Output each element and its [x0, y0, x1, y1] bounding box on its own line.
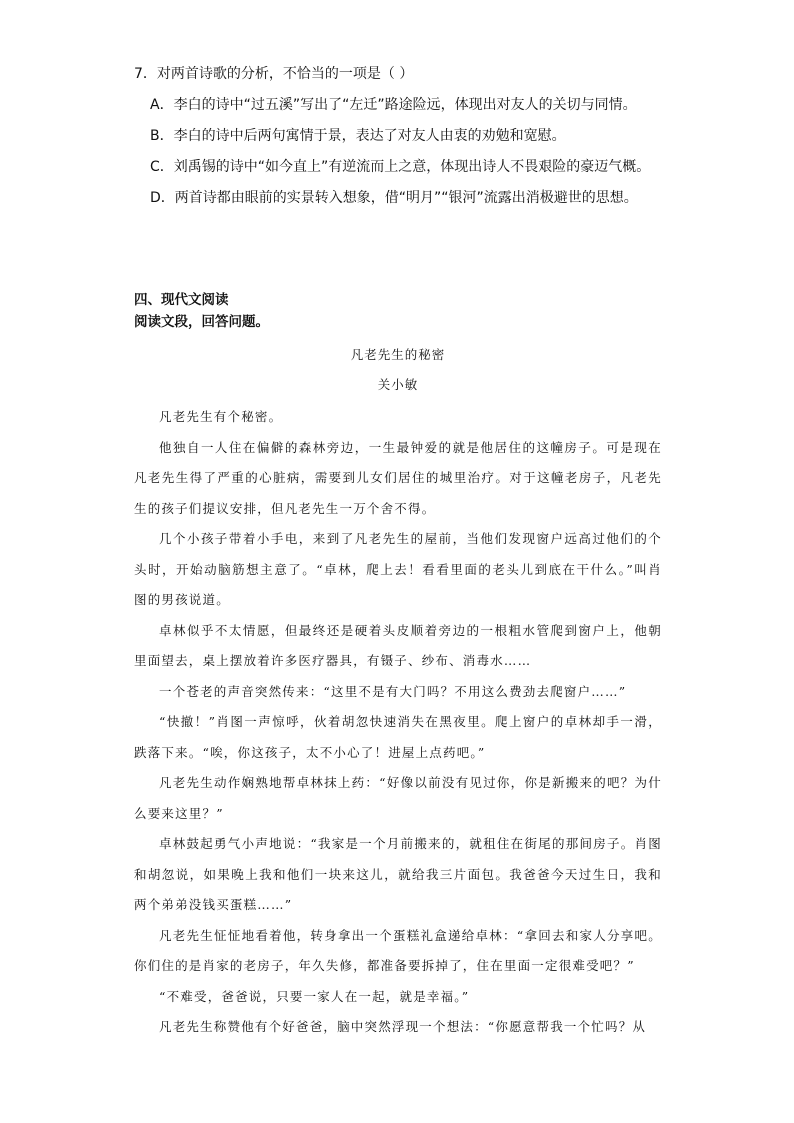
article-paragraph: “快撤！”肖图一声惊呼，伙着胡忽快速消失在黑夜里。爬上窗户的卓林却手一滑，跌落下来。“唉，你这孩子，太不小心了！进屋上点药吧。” — [134, 714, 662, 760]
question-7 — [134, 62, 694, 210]
option-b: B．李白的诗中后两句寓情于景，表达了对友人由衷的劝勉和宽慰。 — [150, 128, 566, 144]
article-paragraph: 凡老先生有个秘密。 — [159, 409, 283, 424]
reading-article — [134, 344, 662, 1043]
article-author: 关小敏 — [377, 377, 419, 392]
article-title: 凡老先生的秘密 — [350, 347, 446, 362]
article-paragraph: 凡老先生动作娴熟地帮卓林抹上药：“好像以前没有见过你，你是新搬来的吧？为什么要来这里？” — [134, 775, 662, 821]
option-c: C．刘禹锡的诗中“如今直上”有逆流而上之意，体现出诗人不畏艰险的豪迈气概。 — [150, 159, 651, 175]
article-paragraph: “不难受，爸爸说，只要一家人在一起，就是幸福。” — [159, 988, 470, 1004]
article-paragraph: 一个苍老的声音突然传来：“这里不是有大门吗？不用这么费劲去爬窗户……” — [159, 683, 627, 699]
article-body — [134, 402, 662, 1043]
section-title: 四、现代文阅读 — [134, 292, 229, 308]
article-paragraph: 凡老先生怔怔地看着他，转身拿出一个蛋糕礼盒递给卓林：“拿回去和家人分享吧。你们住的是肖家的老房子，年久失修，都准备要拆掉了，住在里面一定很难受吧？” — [134, 927, 662, 973]
article-paragraph: 几个小孩子带着小手电，来到了凡老先生的屋前，当他们发现窗户远高过他们的个头时，开始动脑筋想主意了。“卓林，爬上去！看看里面的老头儿到底在干什么。”叫肖图的男孩说道。 — [134, 531, 662, 607]
article-paragraph: 卓林似乎不太情愿，但最终还是硬着头皮顺着旁边的一根粗水管爬到窗户上，他朝里面望去，桌上摆放着许多医疗器具，有镊子、纱布、消毒水…… — [134, 622, 662, 668]
question-stem: 7．对两首诗歌的分析，不恰当的一项是（ ） — [134, 66, 414, 82]
article-paragraph: 卓林鼓起勇气小声地说：“我家是一个月前搬来的，就租住在街尾的那间房子。肖图和胡忽说，如果晚上我和他们一块来这儿，就给我三片面包。我爸爸今天过生日，我和两个弟弟没钱买蛋糕……” — [134, 836, 662, 912]
option-a: A．李白的诗中“过五溪”写出了“左迁”路途险远，体现出对友人的关切与同情。 — [150, 97, 637, 113]
option-d: D．两首诗都由眼前的实景转入想象，借“明月”“银河”流露出消极避世的思想。 — [150, 190, 638, 206]
article-paragraph: 他独自一人住在偏僻的森林旁边，一生最钟爱的就是他居住的这幢房子。可是现在凡老先生得了严重的心脏病，需要到儿女们居住的城里治疗。对于这幢老房子，凡老先生的孩子们提议安排，但凡老先生一万个舍不得。 — [134, 439, 662, 516]
section-heading — [134, 289, 694, 333]
section-instruction: 阅读文段，回答问题。 — [134, 314, 269, 330]
article-paragraph: 凡老先生称赞他有个好爸爸，脑中突然浮现一个想法：“你愿意帮我一个忙吗？从 — [159, 1019, 647, 1034]
